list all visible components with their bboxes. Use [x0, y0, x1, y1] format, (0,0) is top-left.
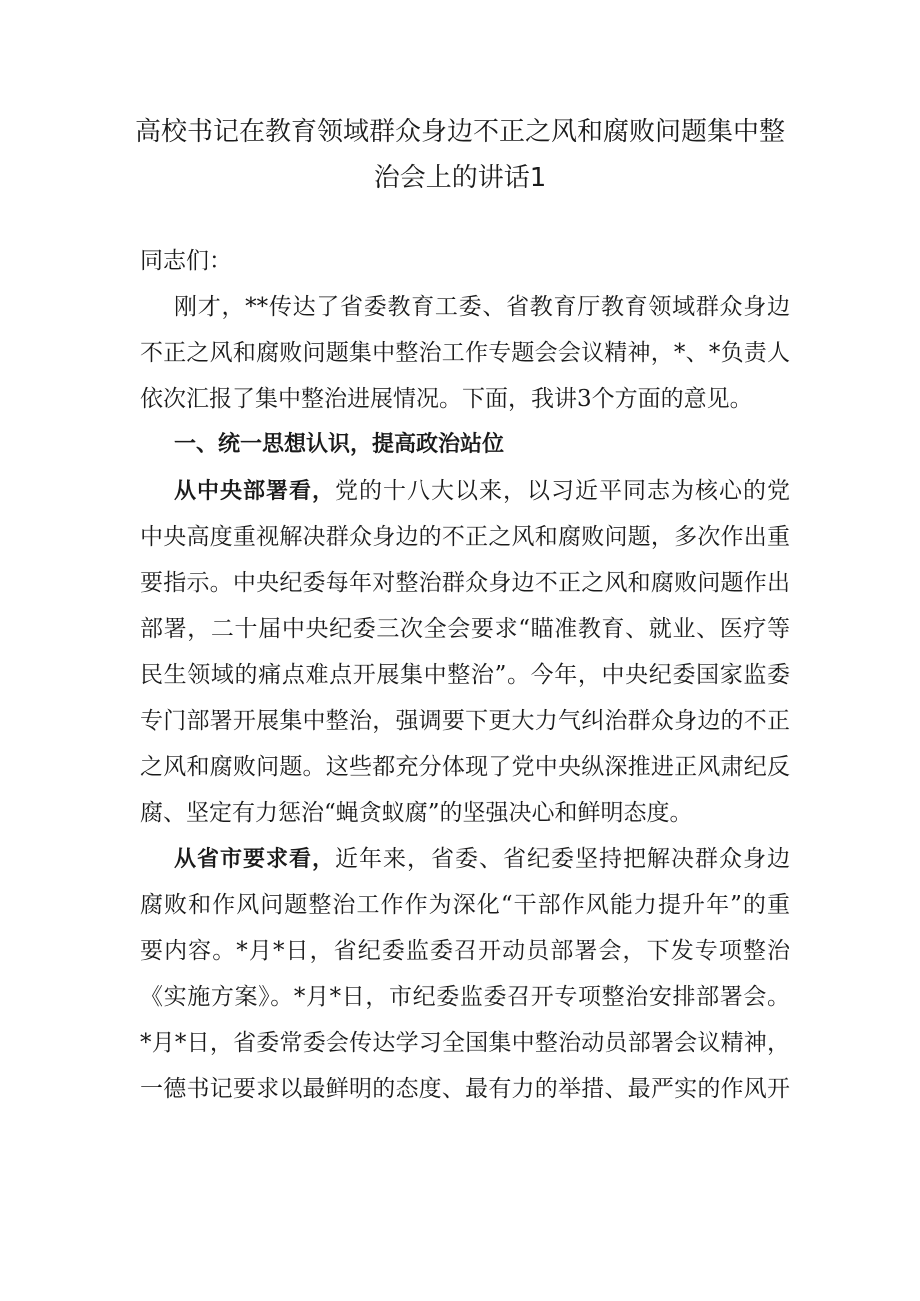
para2-line-2: 腐败和作风问题整治工作作为深化“干部作风能力提升年”的重 — [140, 892, 790, 918]
para2-first-rest: 近年来，省委、省纪委坚持把解决群众身边 — [335, 846, 790, 872]
para2-line-1 — [140, 836, 790, 882]
para1-line-8: 腐、坚定有力惩治“蝇贪蚁腐”的坚强决心和鲜明态度。 — [140, 800, 693, 826]
para1-line-1 — [140, 468, 790, 514]
para1-first-rest: 党的十八大以来，以习近平同志为核心的党 — [335, 478, 790, 504]
para1-line-4: 部署，二十届中央纪委三次全会要求“瞄准教育、就业、医疗等 — [140, 616, 790, 642]
para1-line-6: 专门部署开展集中整治，强调要下更大力气纠治群众身边的不正 — [140, 708, 790, 734]
title-line-1: 高校书记在教育领域群众身边不正之风和腐败问题集中整 — [134, 117, 785, 147]
intro-line-2: 不正之风和腐败问题集中整治工作专题会会议精神，*、*负责人 — [140, 340, 790, 366]
para2-lead: 从省市要求看， — [174, 847, 335, 872]
para2-line-4: 《实施方案》。*月*日，市纪委监委召开专项整治安排部署会。 — [140, 984, 790, 1010]
document-title — [120, 112, 800, 198]
para1-line-7: 之风和腐败问题。这些都充分体现了党中央纵深推进正风肃纪反 — [140, 754, 790, 780]
intro-line-1: 刚才，**传达了省委教育工委、省教育厅教育领域群众身边 — [174, 294, 790, 320]
intro-line-3: 依次汇报了集中整治进展情况。下面，我讲3个方面的意见。 — [140, 386, 753, 412]
para2-line-6: 一德书记要求以最鲜明的态度、最有力的举措、最严实的作风开 — [140, 1076, 790, 1102]
para1-line-5: 民生领域的痛点难点开展集中整治”。今年，中央纪委国家监委 — [140, 662, 790, 688]
para1-line-2: 中央高度重视解决群众身边的不正之风和腐败问题，多次作出重 — [140, 524, 790, 550]
para1-lead: 从中央部署看， — [174, 479, 335, 504]
section-heading-1: 一、统一思想认识，提高政治站位 — [174, 432, 505, 457]
para2-line-5: *月*日，省委常委会传达学习全国集中整治动员部署会议精神， — [140, 1030, 790, 1056]
document-body — [140, 238, 790, 1112]
para2-line-3: 要内容。*月*日，省纪委监委召开动员部署会，下发专项整治 — [140, 938, 790, 964]
para1-line-3: 要指示。中央纪委每年对整治群众身边不正之风和腐败问题作出 — [140, 570, 790, 596]
salutation: 同志们： — [140, 248, 232, 274]
title-line-2: 治会上的讲话1 — [373, 163, 547, 193]
